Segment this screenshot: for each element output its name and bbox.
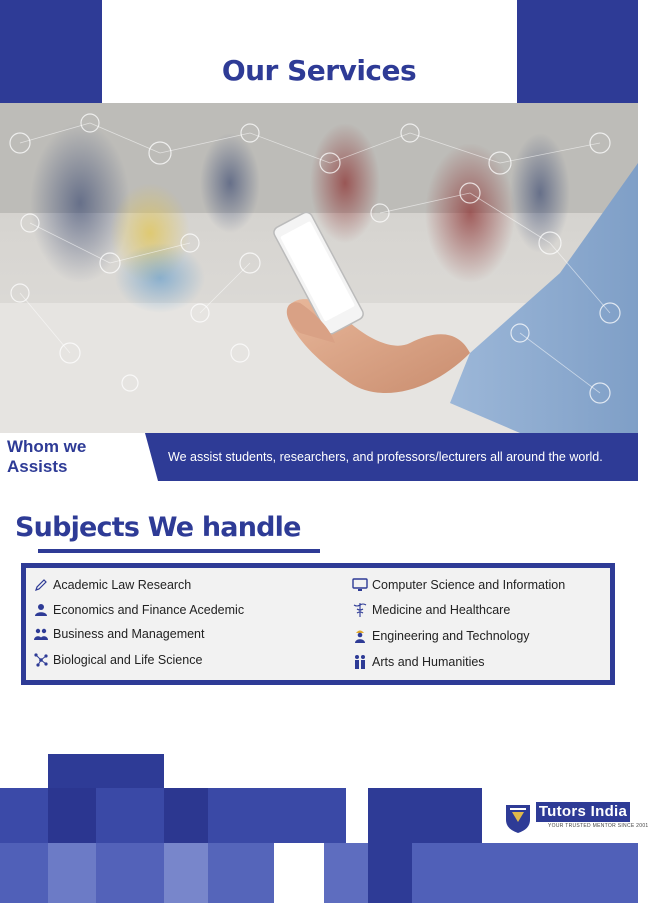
page-title: Our Services [221,54,417,87]
molecule-icon [33,652,49,668]
logo-name: Tutors India [536,802,630,822]
subject-item-business [33,626,204,642]
hero-photo [0,103,638,433]
top-left-decor-block [0,0,102,103]
subject-item-engineering [352,628,530,644]
top-right-decor-block [517,0,638,103]
pencil-icon [33,577,49,593]
tutors-india-logo [502,802,649,834]
subject-label: Arts and Humanities [372,655,485,669]
engineer-icon [352,628,368,644]
subject-label: Academic Law Research [53,578,192,592]
people-icon [352,654,368,670]
subject-label: Business and Management [53,627,205,641]
subject-label: Economics and Finance Acedemic [53,603,245,617]
subject-label: Computer Science and Information [372,578,566,592]
assist-heading: Whom we Assists [7,437,87,476]
subject-label: Medicine and Healthcare [372,603,511,617]
subjects-underline [38,549,320,553]
subject-label: Biological and Life Science [53,653,203,667]
subject-item-computer [352,577,565,593]
monitor-icon [352,577,368,593]
caduceus-icon [352,602,368,618]
subject-item-arts [352,654,485,670]
logo-tagline: YOUR TRUSTED MENTOR SINCE 2001 [548,823,649,829]
subject-item-biology [33,652,202,668]
assist-description: We assist students, researchers, and professors/lecturers all around the world. [168,450,603,464]
person-icon [33,602,49,618]
subject-label: Engineering and Technology [372,629,530,643]
subjects-heading: Subjects We handle [15,512,301,543]
subject-item-medicine [352,602,510,618]
business-people-icon [33,626,49,642]
logo-crest-icon [502,802,534,834]
subject-item-law [33,577,191,593]
subject-item-economics [33,602,244,618]
